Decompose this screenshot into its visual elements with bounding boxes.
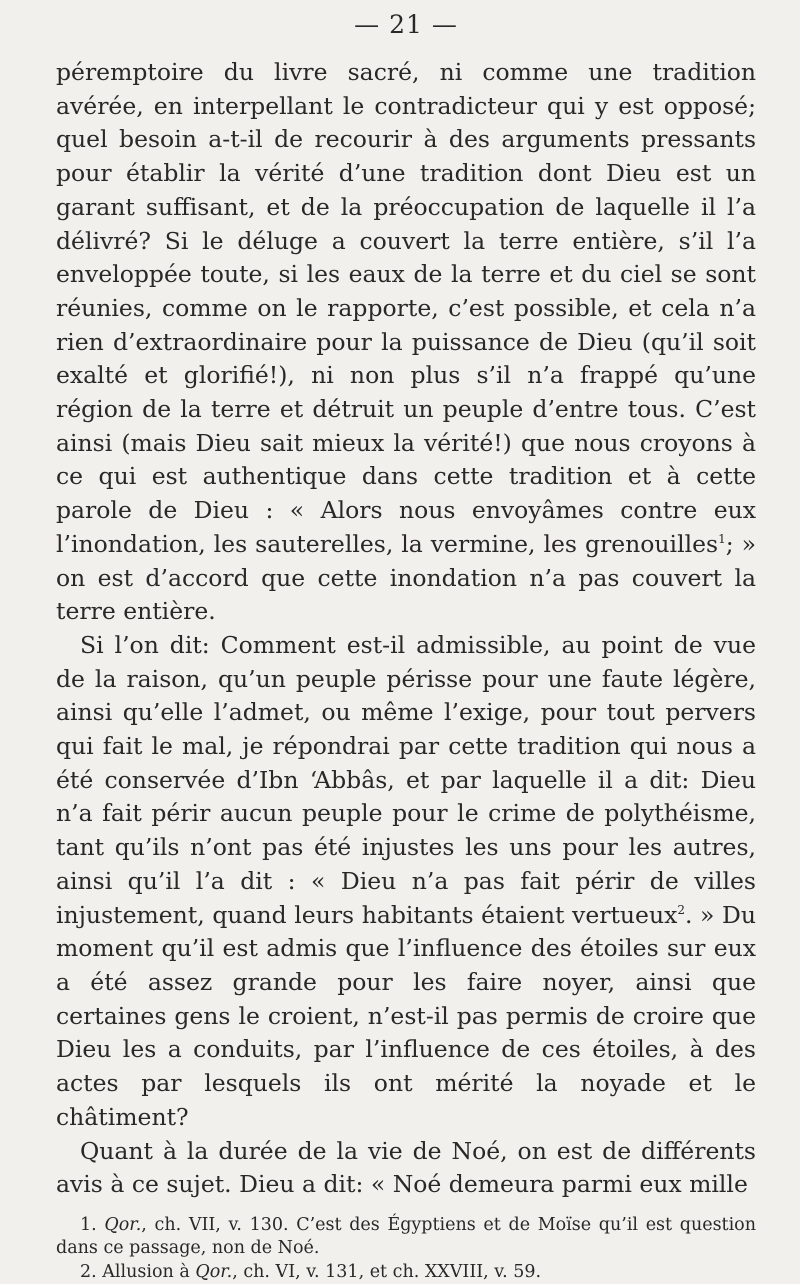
paragraph-2-end: . » Du moment qu’il est admis que l’influence des étoiles sur eux a été assez grande pour les faire noyer, ainsi que certaines gens le croient, n’est-il pas permis de croire que Dieu les a conduits, par l’influence de ces étoiles, à des actes par lesquels ils ont mérité la noyade et le châtiment?	[56, 900, 757, 1131]
footnote-ref-1[interactable]: 1	[718, 532, 726, 547]
footnote-2-prefix: Allusion à	[102, 1261, 190, 1282]
paragraph-1-end: ; » on est d’accord que cette inondation n’a pas couvert la terre entière.	[56, 529, 756, 626]
footnote-2-reference: Qor.	[195, 1261, 233, 1282]
footnote-1	[56, 1214, 756, 1261]
paragraph-1-text: péremptoire du livre sacré, ni comme une tradition avérée, en interpellant le contradicteur qui y est opposé; quel besoin a-t-il de recourir à des arguments pressants pour établir la vérité d’une tradition dont Dieu est un garant suffisant, et de la préoccupation de laquelle il l’a délivré? Si le déluge a couvert la terre entière, s’il l’a enveloppée toute, si les eaux de la terre et du ciel se sont réunies, comme on le rapporte, c’est possible, et cela n’a rien d’extraordinaire pour la puissance de Dieu (qu’il soit exalté et glorifié!), ni non plus s’il n’a frappé qu’une région de la terre et détruit un peuple d’entre tous. C’est ainsi (mais Dieu sait mieux la vérité!) que nous croyons à ce qui est authentique dans cette tradition et à cette parole de Dieu : « Alors nous envoyâmes contre eux l’inondation, les sauterelles, la vermine, les grenouilles	[56, 58, 756, 558]
page-number: — 21 —	[354, 10, 458, 39]
footnote-2-text: , ch. VI, v. 131, et ch. XXVIII, v. 59.	[232, 1261, 542, 1282]
body-text	[56, 56, 756, 1202]
footnotes	[56, 1214, 756, 1284]
paragraph-3: Quant à la durée de la vie de Noé, on est de différents avis à ce sujet. Dieu a dit: « Noé demeura parmi eux mille	[56, 1136, 756, 1199]
footnote-1-text: , ch. VII, v. 130. C’est des Égyptiens et de Moïse qu’il est question dans ce passage, non de Noé.	[56, 1214, 756, 1259]
footnote-2-number: 2.	[80, 1261, 97, 1282]
footnote-2	[56, 1261, 756, 1284]
footnote-ref-2[interactable]: 2	[677, 902, 685, 917]
footnote-1-reference: Qor.	[104, 1214, 142, 1235]
paragraph-2-text: Si l’on dit: Comment est-il admissible, au point de vue de la raison, qu’un peuple périsse pour une faute légère, ainsi qu’elle l’admet, ou même l’exige, pour tout pervers qui fait le mal, je répondrai par cette tradition qui nous a été conservée d’Ibn ‘Abbâs, et par laquelle il a dit: Dieu n’a fait périr aucun peuple pour le crime de polythéisme, tant qu’ils n’ont pas été injustes les uns pour les autres, ainsi qu’il l’a dit : « Dieu n’a pas fait périr de villes injustement, quand leurs habitants étaient vertueux	[56, 630, 756, 929]
footnote-1-number: 1.	[80, 1214, 97, 1235]
document-page	[56, 8, 756, 1284]
paragraph-1	[56, 56, 756, 629]
paragraph-2	[56, 629, 756, 1135]
